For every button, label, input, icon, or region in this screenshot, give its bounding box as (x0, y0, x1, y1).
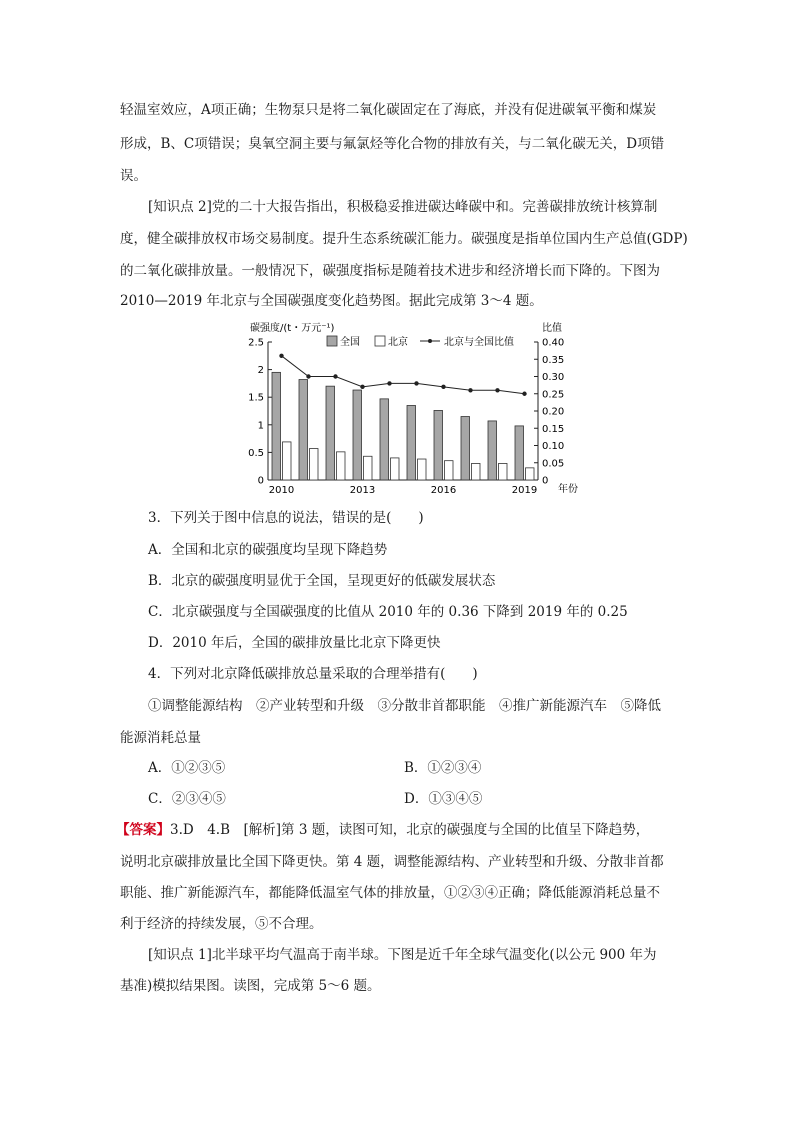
x-axis-title: 年份 (558, 484, 578, 495)
left-tick-label: 0 (257, 475, 264, 487)
bar-national (434, 410, 443, 480)
text-line: 轻温室效应，A项正确；生物泵只是将二氧化碳固定在了海底，并没有促进碳氧平衡和煤炭 (120, 102, 657, 118)
x-tick-label: 2013 (349, 485, 376, 496)
answer-line (116, 820, 649, 840)
option-d: D．2010 年后，全国的碳排放量比北京下降更快 (148, 635, 441, 651)
bar-beijing (337, 452, 346, 480)
left-tick-label: 2.5 (248, 337, 264, 349)
bar-beijing (310, 449, 319, 480)
left-tick-label: 1 (257, 420, 264, 432)
bar-national (353, 390, 362, 480)
ratio-point (441, 385, 445, 389)
answer-line: 职能、推广新能源汽车，都能降低温室气体的排放量，①②③④正确；降低能源消耗总量不 (120, 885, 660, 901)
option-c: C．北京碳强度与全国碳强度的比值从 2010 年的 0.36 下降到 2019 年的 0.25 (148, 604, 628, 620)
right-tick-label: 0.25 (542, 389, 565, 401)
bar-national (515, 426, 524, 480)
right-tick-label: 0.05 (542, 458, 565, 470)
bar-national (326, 386, 335, 480)
bar-national (380, 399, 389, 480)
bar-beijing (418, 459, 427, 480)
right-tick-label: 0.15 (542, 423, 565, 435)
ratio-point (333, 374, 337, 378)
bar-national (272, 372, 281, 480)
right-tick-label: 0 (542, 475, 549, 487)
bar-national (488, 421, 497, 480)
ratio-line (282, 356, 525, 394)
text-line: [知识点 2]党的二十大报告指出，积极稳妥推进碳达峰碳中和。完善碳排放统计核算制 (148, 199, 658, 215)
right-tick-label: 0.20 (542, 406, 565, 418)
ratio-point (414, 381, 418, 385)
bar-national (407, 405, 416, 480)
ratio-point (279, 354, 283, 358)
left-tick-label: 2 (257, 365, 264, 377)
x-tick-label: 2019 (511, 485, 538, 496)
bar-beijing (445, 461, 454, 480)
legend-swatch-beijing (375, 336, 385, 346)
legend-label-national: 全国 (340, 337, 360, 348)
right-tick-label: 0.40 (542, 337, 565, 349)
plot-area (248, 338, 564, 497)
bar-national (299, 380, 308, 480)
right-tick-label: 0.10 (542, 441, 565, 452)
bar-beijing (283, 442, 292, 480)
bar-national (461, 417, 470, 480)
text-line: [知识点 1]北半球平均气温高于南半球。下图是近千年全球气温变化(以公元 900 年为 (148, 947, 657, 963)
bar-beijing (364, 456, 373, 480)
carbon-intensity-chart (240, 318, 600, 498)
chart-legend (327, 335, 514, 348)
legend-label-ratio: 北京与全国比值 (444, 337, 514, 348)
ratio-point (522, 392, 526, 396)
ratio-point (306, 374, 310, 378)
option-b: B．①②③④ (404, 760, 482, 776)
measure-list: ①调整能源结构 ②产业转型和升级 ③分散非首都职能 ④推广新能源汽车 ⑤降低 (148, 698, 661, 714)
measure-list-cont: 能源消耗总量 (120, 730, 201, 746)
option-a: A．全国和北京的碳强度均呈现下降趋势 (148, 542, 388, 558)
left-tick-label: 1.5 (248, 392, 264, 404)
legend-swatch-national (327, 336, 337, 346)
bar-beijing (526, 468, 535, 480)
bar-beijing (472, 463, 481, 480)
option-a: A．①②③⑤ (148, 760, 226, 776)
text-line: 基准)模拟结果图。读图，完成第 5～6 题。 (120, 978, 381, 994)
option-c: C．②③④⑤ (148, 791, 226, 807)
answer-tag: 【答案】 (116, 822, 170, 838)
right-axis-title: 比值 (542, 323, 562, 334)
legend-marker-ratio (428, 339, 432, 343)
ratio-point (360, 385, 364, 389)
right-tick-label: 0.35 (542, 354, 565, 366)
ratio-point (468, 388, 472, 392)
left-tick-label: 0.5 (248, 447, 264, 459)
text-line: 2010—2019 年北京与全国碳强度变化趋势图。据此完成第 3～4 题。 (120, 293, 543, 309)
text-line: 度，健全碳排放权市场交易制度。提升生态系统碳汇能力。碳强度是指单位国内生产总值(GDP) (120, 231, 688, 247)
ratio-point (495, 388, 499, 392)
bar-beijing (499, 463, 508, 480)
answer-line: 说明北京碳排放量比全国下降更快。第 4 题，调整能源结构、产业转型和升级、分散非首都 (120, 854, 664, 870)
text-line: 的二氧化碳排放量。一般情况下，碳强度指标是随着技术进步和经济增长而下降的。下图为 (120, 263, 660, 279)
question-stem: 3．下列关于图中信息的说法，错误的是( ) (148, 510, 424, 526)
question-stem: 4．下列对北京降低碳排放总量采取的合理举措有( ) (148, 666, 478, 682)
bar-beijing (391, 458, 400, 480)
text-line: 形成，B、C项错误；臭氧空洞主要与氟氯烃等化合物的排放有关，与二氧化碳无关，D项错 (120, 136, 665, 152)
answer-line: 利于经济的持续发展，⑤不合理。 (120, 916, 323, 932)
legend-label-beijing: 北京 (388, 337, 408, 348)
option-b: B．北京的碳强度明显优于全国，呈现更好的低碳发展状态 (148, 573, 496, 589)
x-tick-label: 2016 (430, 485, 457, 496)
ratio-point (387, 381, 391, 385)
left-axis-title: 碳强度/(t・万元⁻¹) (250, 323, 335, 334)
x-tick-label: 2010 (268, 485, 295, 496)
text-line: 误。 (120, 168, 147, 184)
right-tick-label: 0.30 (542, 372, 565, 383)
option-d: D．①③④⑤ (404, 791, 483, 807)
answer-text: 3.D 4.B [解析]第 3 题，读图可知，北京的碳强度与全国的比值呈下降趋势， (170, 822, 650, 838)
